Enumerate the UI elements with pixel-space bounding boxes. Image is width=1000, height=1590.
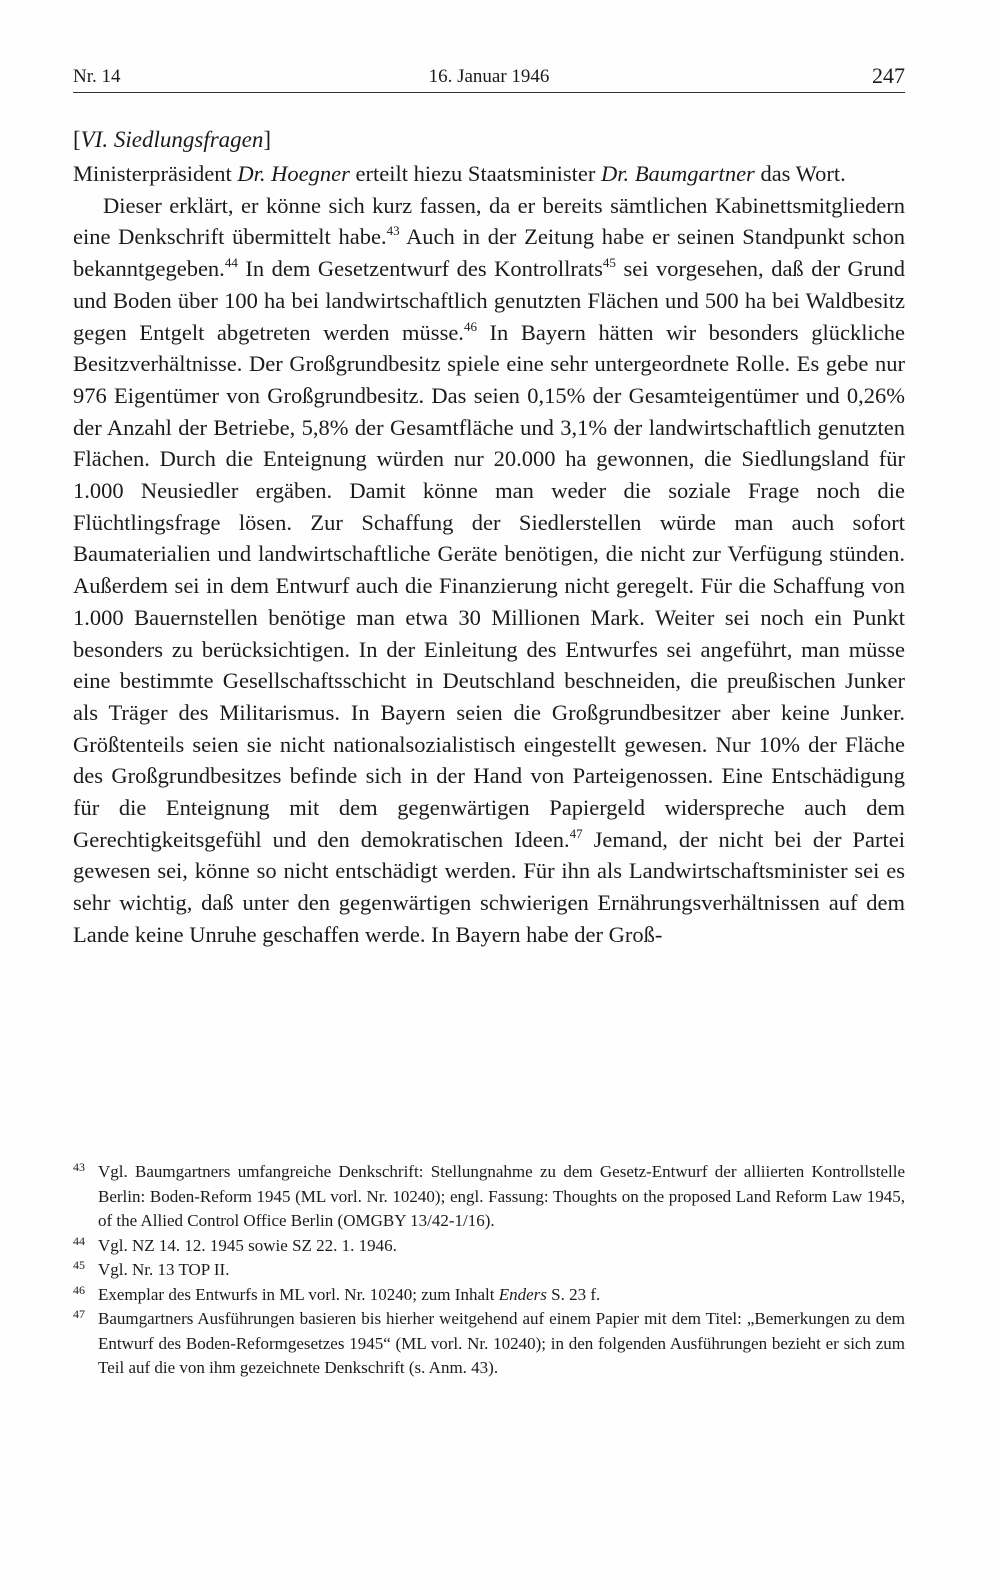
footnote-ref: 45: [602, 255, 616, 271]
section-title-text: VI. Siedlungsfragen: [80, 127, 264, 152]
text-run: Dr.: [237, 161, 272, 186]
footnote-text: Exemplar des Entwurfs in ML vorl. Nr. 10240; zum Inhalt: [98, 1284, 499, 1304]
issue-number: Nr. 14: [73, 66, 121, 87]
text-run: Ministerpräsident: [73, 161, 238, 186]
person-name: Baumgartner: [634, 161, 755, 186]
person-name: Hoegner: [271, 161, 350, 186]
footnote-text: Vgl. Nr. 13 TOP II.: [98, 1260, 230, 1279]
running-header: [73, 60, 905, 93]
footnote-ref: 44: [224, 255, 238, 271]
footnote-number: 47: [73, 1307, 85, 1321]
footnote: [73, 1307, 905, 1381]
paragraph-2: [73, 190, 905, 951]
footnote-number: 45: [73, 1258, 85, 1272]
text-run: Dr.: [601, 161, 635, 186]
footnote-text: Baumgartners Ausführungen basieren bis hierher weitgehend auf einem Papier mit dem Titel: „Bemerkungen zu dem Entwurf des Boden-Reformgesetzes 1945“ (ML vorl. Nr. 10240); in den folgenden Ausführungen bezieht er sich zum Teil auf die von ihm gezeichnete Denkschrift (s. Anm. 43).: [98, 1309, 905, 1377]
footnote-text: Vgl. Baumgartners umfangreiche Denkschrift: Stellungnahme zu dem Gesetz-Entwurf der alliierten Kontrollstelle Berlin: Boden-Reform 1945 (ML vorl. Nr. 10240); engl. Fassung: Thoughts on the proposed Land Reform Law 1945, of the Allied Control Office Berlin (OMGBY 13/42-1/16).: [98, 1162, 905, 1230]
header-date: 16. Januar 1946: [428, 66, 550, 87]
text-run: In dem Gesetzentwurf des Kontrollrats: [237, 256, 603, 282]
footnote-ref: 43: [386, 223, 400, 239]
paragraph-1: [73, 158, 905, 190]
text-run: Dieser erklärt, er könne sich kurz fassen, da er bereits sämtlichen Kabinettsmitgliedern eine Denkschrift übermittelt habe.: [73, 192, 905, 250]
footnote: [73, 1160, 905, 1234]
footnotes: [73, 1160, 905, 1381]
footnote-number: 43: [73, 1160, 85, 1174]
footnote-ref: 46: [463, 318, 477, 334]
footnote: [73, 1283, 905, 1308]
footnote-text: S. 23 f.: [546, 1284, 601, 1304]
footnote-author: Enders: [498, 1284, 547, 1304]
footnote: [73, 1258, 905, 1283]
page-number: 247: [872, 63, 905, 88]
text-run: Auch in der Zeitung habe er seinen Standpunkt schon bekanntgegeben.: [73, 224, 906, 282]
footnote-text: Vgl. NZ 14. 12. 1945 sowie SZ 22. 1. 1946.: [98, 1235, 397, 1255]
body-text: [73, 158, 905, 951]
text-run: In Bayern hätten wir besonders glückliche Besitzverhältnisse. Der Großgrundbesitz spiele eine sehr untergeordnete Rolle. Es gebe nur 976 Eigentümer von Großgrundbesitz. Das seien 0,15% der Gesamteigentümer und 0,26% der Anzahl der Betriebe, 5,8% der Gesamtfläche und 3,1% der landwirtschaftlich genutzten Flächen. Durch die Enteignung würden nur 20.000 ha gewonnen, die Siedlungsland für 1.000 Neusiedler ergäben. Damit könne man weder die soziale Frage noch die Flüchtlingsfrage lösen. Zur Schaffung der Siedlerstellen würde man auch sofort Baumaterialien und landwirtschaftliche Geräte benötigen, die nicht zur Verfügung stünden. Außerdem sei in dem Entwurf auch die Finanzierung nicht geregelt. Für die Schaffung von 1.000 Bauernstellen benötige man etwa 30 Millionen Mark. Weiter sei noch ein Punkt besonders zu berücksichtigen. In der Einleitung des Entwurfes sei angeführt, man müsse eine bestimmte Gesellschaftsschicht in Deutschland beschneiden, die preußischen Junker als Träger des Militarismus. In Bayern seien die Großgrundbesitzer aber keine Junker. Größtenteils seien sie nicht nationalsozialistisch eingestellt gewesen. Nur 10% der Fläche des Großgrundbesitzes befinde sich in der Hand von Parteigenossen. Eine Entschädigung für die Enteignung mit dem gegenwärtigen Papiergeld widerspreche auch dem Gerechtigkeitsgefühl und den demokratischen Ideen.: [73, 319, 905, 852]
text-run: erteilt hiezu Staatsminister: [349, 161, 602, 186]
footnote-number: 46: [73, 1282, 85, 1297]
footnote-ref: 47: [569, 825, 583, 841]
section-heading: [VI. Siedlungsfragen]: [73, 127, 272, 152]
footnote-number: 44: [73, 1233, 85, 1248]
text-run: sei vorgesehen, daß der Grund und Boden über 100 ha bei landwirtschaftlich genutzten Flächen und 500 ha bei Waldbesitz gegen Entgelt abgetreten werden müsse.: [73, 256, 905, 345]
text-run: Jemand, der nicht bei der Partei gewesen sei, könne so nicht entschädigt werden. Für ihn als Landwirtschaftsminister sei es sehr wichtig, daß unter den gegenwärtigen schwierigen Ernährungsverhältnissen auf dem Lande keine Unruhe geschaffen werde. In Bayern habe der Groß-: [73, 826, 905, 947]
footnote: [73, 1234, 905, 1259]
text-run: das Wort.: [754, 161, 846, 186]
